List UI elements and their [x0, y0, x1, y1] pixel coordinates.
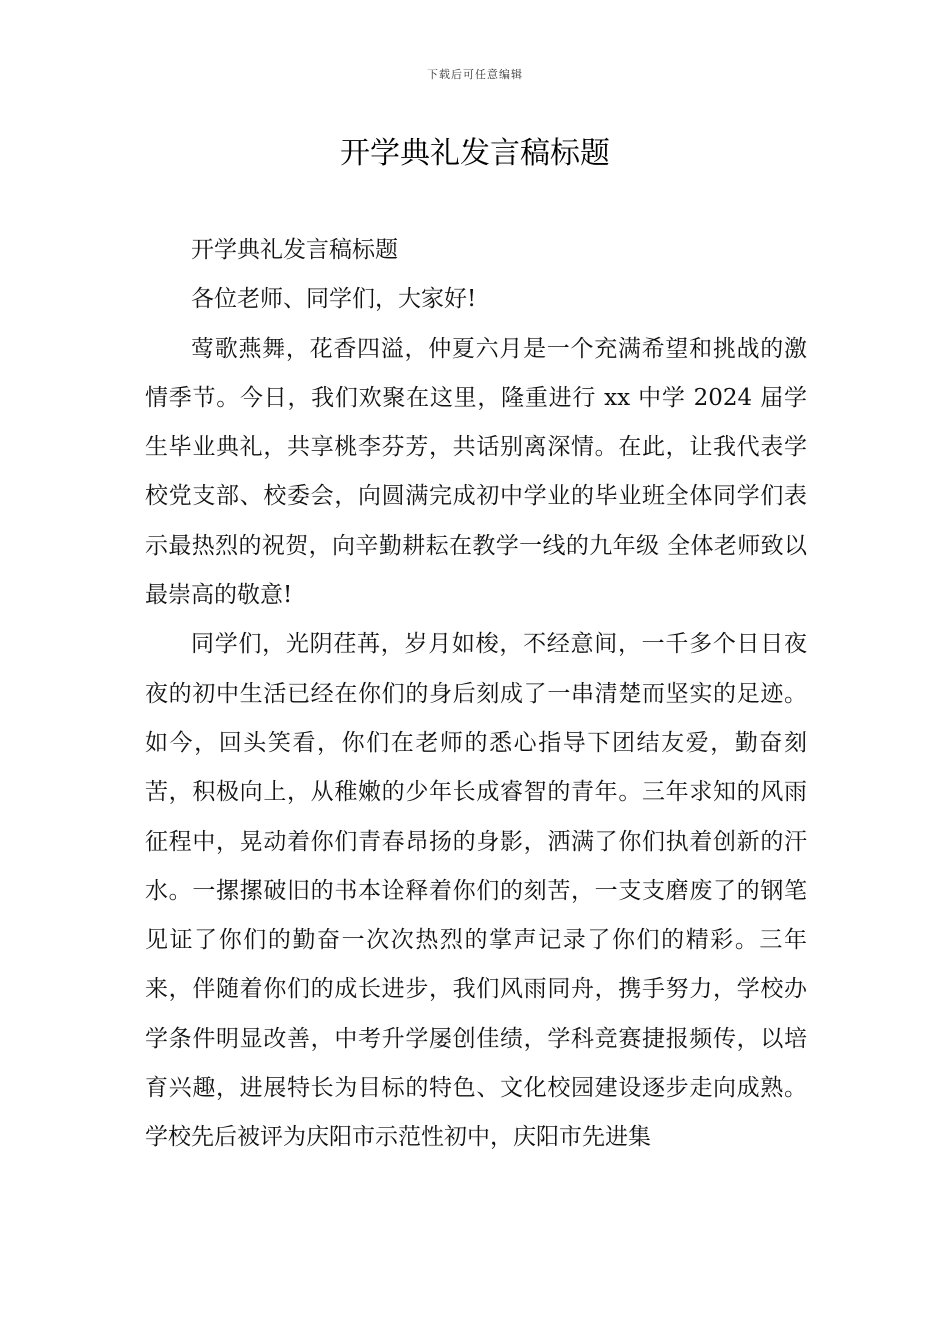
header-note: 下载后可任意编辑: [427, 68, 523, 81]
paragraph-opening: 莺歌燕舞，花香四溢，仲夏六月是一个充满希望和挑战的激情季节。今日，我们欢聚在这里，隆重进行 xx 中学 2024 届学生毕业典礼，共享桃李芬芳，共话别离深情。在此，让我代表学校党支部、校委会，向圆满完成初中学业的毕业班全体同学们表示最热烈的祝贺，向辛勤耕耘在教学一线的九年级 全体老师致以最崇高的敬意!: [145, 335, 807, 609]
paragraph-reflection: 同学们，光阴荏苒，岁月如梭，不经意间，一千多个日日夜夜的初中生活已经在你们的身后刻成了一串清楚而坚实的足迹。如今，回头笑看，你们在老师的悉心指导下团结友爱，勤奋刻苦，积极向上，从稚嫩的少年长成睿智的青年。三年求知的风雨征程中，晃动着你们青春昂扬的身影，洒满了你们执着创新的汗水。一摞摞破旧的书本诠释着你们的刻苦，一支支磨废了的钢笔见证了你们的勤奋一次次热烈的掌声记录了你们的精彩。三年来，伴随着你们的成长进步，我们风雨同舟，携手努力，学校办学条件明显改善，中考升学屡创佳绩，学科竞赛捷报频传，以培育兴趣，进展特长为目标的特色、文化校园建设逐步走向成熟。学校先后被评为庆阳市示范性初中，庆阳市先进集: [145, 631, 807, 1151]
document-title: 开学典礼发言稿标题: [340, 136, 610, 171]
paragraph-heading: 开学典礼发言稿标题: [191, 237, 398, 263]
paragraph-greeting: 各位老师、同学们，大家好!: [191, 286, 477, 313]
document-body: [145, 226, 807, 1163]
